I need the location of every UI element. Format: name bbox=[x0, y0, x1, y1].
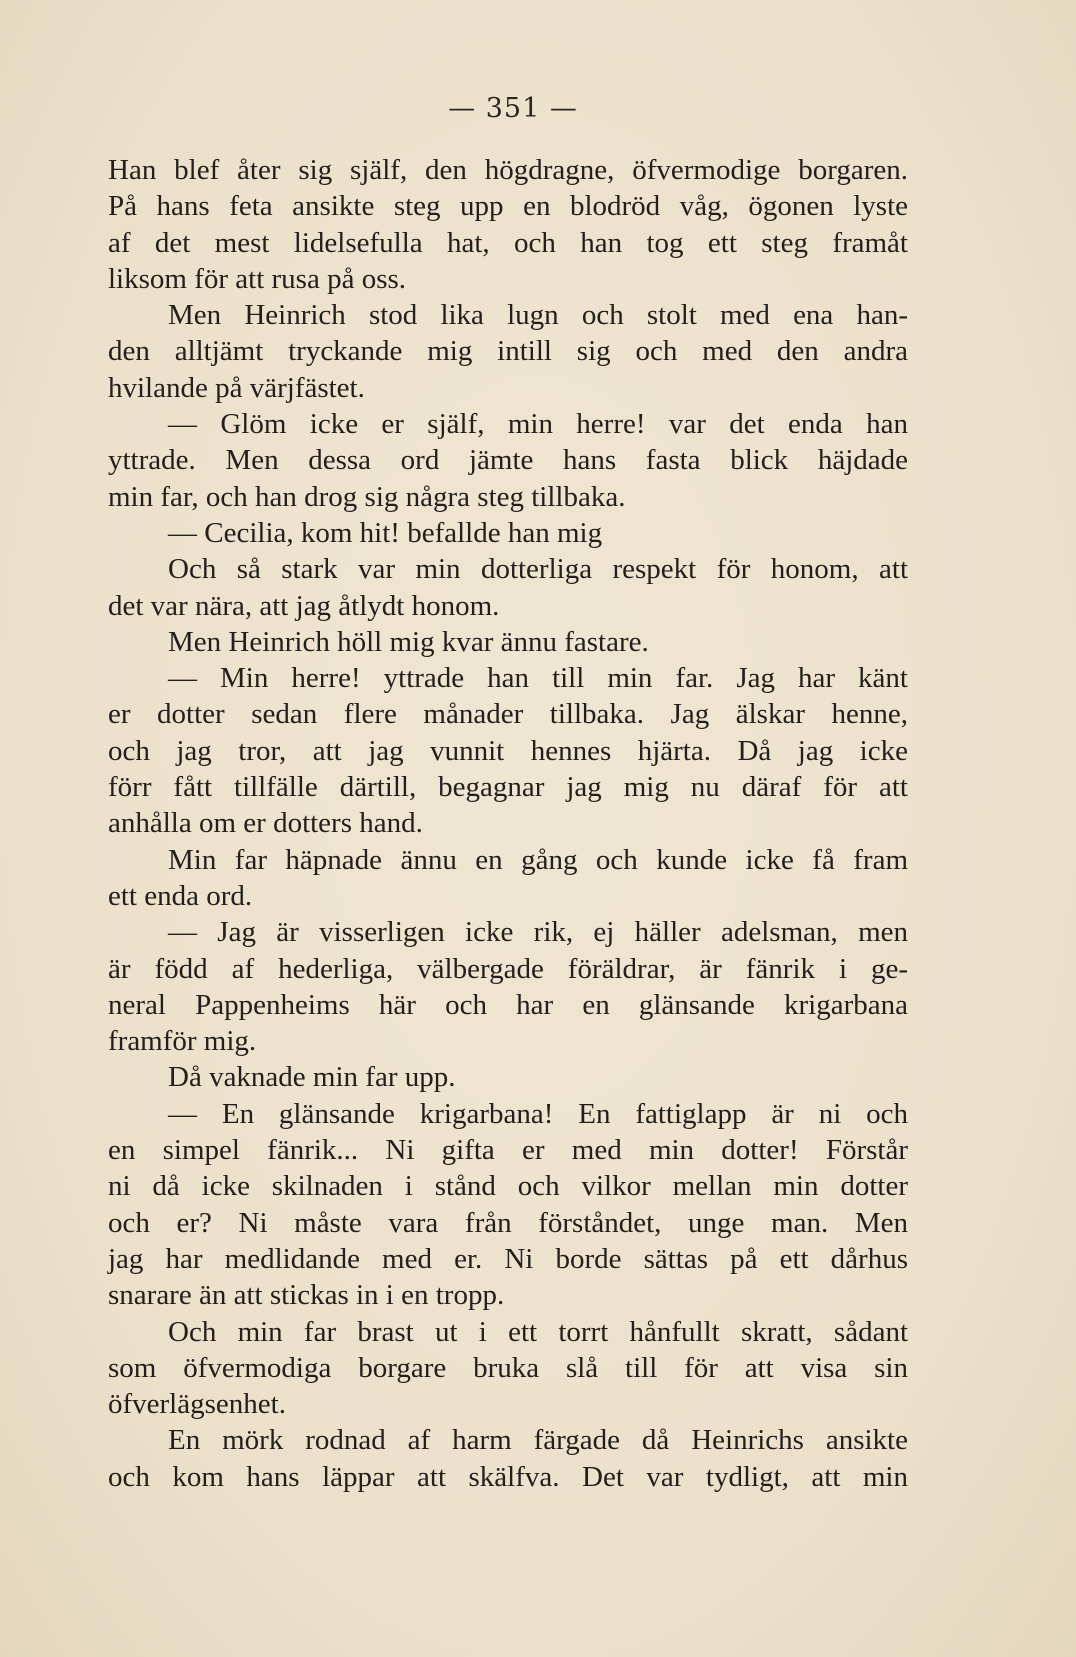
text-line: — Jag är visserligen icke rik, ej häller adelsman, men bbox=[168, 916, 908, 949]
text-line: framför mig. bbox=[108, 1025, 257, 1058]
text-line: På hans feta ansikte steg upp en blodröd våg, ögonen lyste bbox=[108, 190, 908, 223]
text-line: Men Heinrich höll mig kvar ännu fastare. bbox=[168, 625, 649, 658]
body-text bbox=[108, 152, 908, 1495]
text-line: anhålla om er dotters hand. bbox=[108, 807, 423, 840]
text-line: och kom hans läppar att skälfva. Det var tydligt, att min bbox=[108, 1460, 908, 1493]
text-line: liksom för att rusa på oss. bbox=[108, 262, 407, 295]
text-line: — En glänsande krigarbana! En fattiglapp är ni och bbox=[168, 1097, 908, 1130]
text-line: Min far häpnade ännu en gång och kunde icke få fram bbox=[168, 843, 908, 876]
page-number: — 351 — bbox=[448, 93, 578, 124]
text-line: och er? Ni måste vara från förståndet, unge man. Men bbox=[108, 1206, 908, 1239]
text-line: hvilande på värjfästet. bbox=[108, 371, 365, 404]
text-line: är född af hederliga, välbergade föräldrar, är fänrik i ge- bbox=[108, 952, 908, 985]
text-line: — Cecilia, kom hit! befallde han mig bbox=[168, 516, 603, 549]
text-line: af det mest lidelsefulla hat, och han tog ett steg framåt bbox=[108, 226, 908, 259]
text-line: — Min herre! yttrade han till min far. Jag har känt bbox=[168, 662, 908, 695]
text-line: och jag tror, att jag vunnit hennes hjärta. Då jag icke bbox=[108, 734, 908, 767]
text-line: den alltjämt tryckande mig intill sig och med den andra bbox=[108, 335, 908, 368]
text-line: Han blef åter sig själf, den högdragne, öfvermodige borgaren. bbox=[108, 154, 908, 186]
text-line: förr fått tillfälle därtill, begagnar jag mig nu däraf för att bbox=[108, 771, 908, 804]
text-line: er dotter sedan flere månader tillbaka. Jag älskar henne, bbox=[108, 698, 908, 731]
text-line: En mörk rodnad af harm färgade då Heinrichs ansikte bbox=[168, 1424, 908, 1457]
text-line: Men Heinrich stod lika lugn och stolt med ena han- bbox=[168, 299, 908, 332]
text-line: en simpel fänrik... Ni gifta er med min dotter! Förstår bbox=[108, 1134, 908, 1167]
text-line: Och min far brast ut i ett torrt hånfullt skratt, sådant bbox=[168, 1315, 908, 1348]
text-line: neral Pappenheims här och har en glänsande krigarbana bbox=[108, 988, 908, 1021]
text-line: Och så stark var min dotterliga respekt för honom, att bbox=[168, 553, 908, 586]
text-line: Då vaknade min far upp. bbox=[168, 1061, 456, 1094]
text-line: — Glöm icke er själf, min herre! var det enda han bbox=[168, 408, 908, 441]
text-line: ni då icke skilnaden i stånd och vilkor mellan min dotter bbox=[108, 1170, 908, 1203]
text-line: öfverlägsenhet. bbox=[108, 1388, 286, 1421]
text-line: ett enda ord. bbox=[108, 879, 253, 912]
text-line: jag har medlidande med er. Ni borde sättas på ett dårhus bbox=[108, 1242, 908, 1275]
text-line: yttrade. Men dessa ord jämte hans fasta blick häjdade bbox=[108, 444, 908, 477]
text-line: min far, och han drog sig några steg tillbaka. bbox=[108, 480, 626, 513]
text-line: som öfvermodiga borgare bruka slå till för att visa sin bbox=[108, 1351, 908, 1384]
text-line: det var nära, att jag åtlydt honom. bbox=[108, 589, 500, 622]
text-line: snarare än att stickas in i en tropp. bbox=[108, 1279, 505, 1312]
